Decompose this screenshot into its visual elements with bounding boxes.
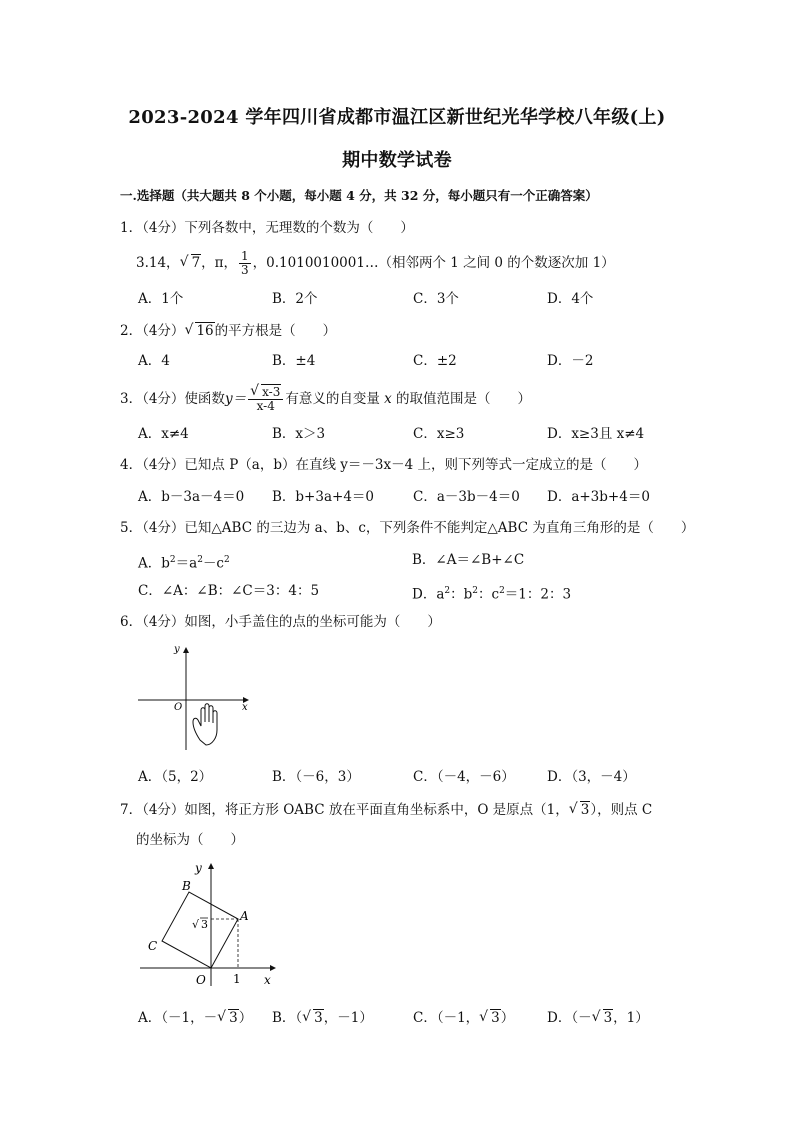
question-4: 4．（4分）已知点 P（a，b）在直线 y＝－3x－4 上，则下列等式一定成立的是（ ） — [120, 457, 647, 473]
sqrt3-label — [192, 918, 208, 931]
q7-option-d: D．（－√ 3，1） — [547, 1008, 649, 1028]
q2-option-a: A．4 — [138, 353, 170, 369]
question-6: 6．（4分）如图，小手盖住的点的坐标可能为（ ） — [120, 614, 441, 630]
page-title: 2023-2024 学年四川省成都市温江区新世纪光华学校八年级(上) — [128, 107, 666, 128]
q3-option-b: B．x＞3 — [272, 426, 326, 442]
square-coordinate-figure — [140, 858, 285, 990]
section-heading: 一.选择题（共大题共 8 个小题，每小题 4 分，共 32 分，每小题只有一个正确答案） — [120, 188, 598, 203]
question-2: 2．（4分）√ 16的平方根是（ ） — [120, 321, 336, 341]
sqrt-16: √ 16 — [184, 321, 214, 341]
q2-option-c: C．±2 — [413, 353, 457, 369]
fraction-one-third: $\frac{1}{3}$ — [241, 249, 249, 277]
y-label: y — [174, 644, 180, 655]
x-label: x — [242, 702, 248, 713]
hand-icon — [193, 704, 217, 745]
q7-option-b: B．（√ 3，－1） — [272, 1008, 373, 1028]
q1-option-b: B．2个 — [272, 291, 318, 307]
question-1-items: 3.14，√ 7，π， $\frac{1}{3}$ ，0.1010010001…（相邻两个 1 之间 0 的个数逐次加 1） — [136, 250, 615, 277]
q4-option-a: A．b－3a－4＝0 — [138, 489, 245, 505]
q3-option-a: A．x≠4 — [138, 426, 189, 442]
question-5: 5．（4分）已知△ABC 的三边为 a、b、c，下列条件不能判定△ABC 为直角三角形的是（ ） — [120, 520, 695, 536]
q3-option-c: C．x≥3 — [413, 426, 465, 442]
function-fraction: √ $\frac{x-3}{x-4}$ — [248, 386, 283, 413]
sqrt-7: √ 7 — [180, 253, 202, 273]
q7-option-c: C．（－1，√ 3） — [413, 1008, 514, 1028]
question-7: 7．（4分）如图，将正方形 OABC 放在平面直角坐标系中，O 是原点（1，√ 3），则点 C — [120, 800, 652, 820]
q7-option-a: A．（－1，－√ 3） — [138, 1008, 252, 1028]
point-c-label: C — [148, 939, 158, 953]
y-label: y — [195, 861, 202, 875]
origin-label: O — [196, 973, 206, 987]
q5-option-c: C．∠A：∠B：∠C＝3：4：5 — [138, 583, 320, 599]
svg-text:√: √ — [192, 918, 200, 931]
q1-option-d: D．4个 — [547, 291, 594, 307]
q2-option-b: B．±4 — [272, 353, 316, 369]
q6-option-a: A．（5，2） — [138, 769, 213, 785]
q5-option-b: B．∠A＝∠B+∠C — [412, 552, 525, 568]
q5-option-a: A．$b^2=a^2-c^2$ — [138, 555, 230, 572]
question-1: 1．（4分）下列各数中，无理数的个数为（ ） — [120, 220, 414, 236]
q2-option-d: D．－2 — [547, 353, 594, 369]
q5-option-d: D．$a^2$：$b^2$：$c^2=1$：2：3 — [412, 586, 572, 603]
q6-option-c: C．（－4，－6） — [413, 769, 515, 785]
point-b-label: B — [182, 879, 191, 893]
page-subtitle: 期中数学试卷 — [342, 150, 452, 171]
q1-option-a: A．1个 — [138, 291, 184, 307]
svg-text:3: 3 — [201, 918, 208, 931]
question-3: 3．（4分）使函数y＝ √ $\frac{x-3}{x-4}$ 有意义的自变量 x 的取值范围是（ ） — [120, 386, 531, 413]
hand-coordinate-figure — [138, 642, 258, 754]
q6-option-d: D．（3，－4） — [547, 769, 636, 785]
origin-label: O — [174, 702, 183, 713]
x-label: x — [264, 973, 271, 987]
q6-option-b: B．（－6，3） — [272, 769, 360, 785]
tick-one-label: 1 — [233, 972, 241, 986]
q1-option-c: C．3个 — [413, 291, 459, 307]
sqrt-3: √ 3 — [569, 800, 591, 820]
q4-option-d: D．a+3b+4＝0 — [547, 489, 650, 505]
q4-option-b: B．b+3a+4＝0 — [272, 489, 375, 505]
square-oabc — [162, 892, 238, 968]
q3-option-d: D．x≥3且 x≠4 — [547, 426, 645, 442]
point-a-label: A — [240, 909, 249, 923]
q4-option-c: C．a－3b－4＝0 — [413, 489, 520, 505]
question-7-line2: 的坐标为（ ） — [136, 832, 244, 848]
